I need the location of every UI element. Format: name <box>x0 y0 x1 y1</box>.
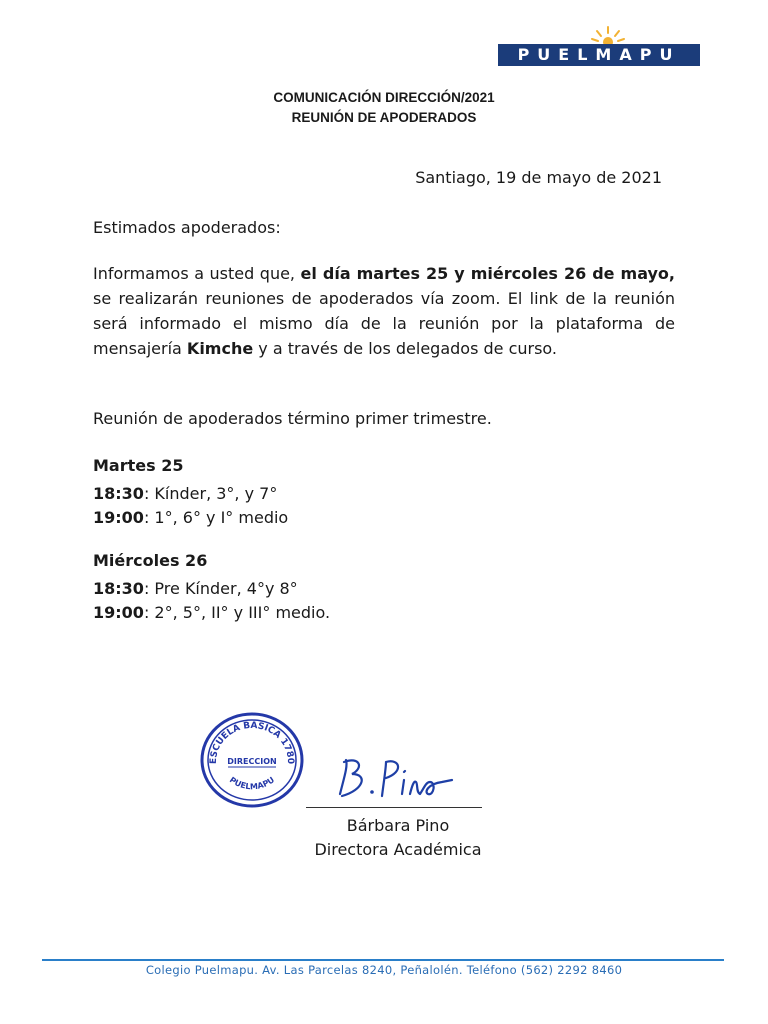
body-text-1: Informamos a usted que, <box>93 264 301 283</box>
svg-text:PUELMAPU: PUELMAPU <box>227 775 277 792</box>
body-bold-dates: el día martes 25 y miércoles 26 de mayo, <box>300 264 675 283</box>
document-title: COMUNICACIÓN DIRECCIÓN/2021 <box>273 90 495 105</box>
meeting-description: Reunión de apoderados término primer trimestre. <box>93 409 492 428</box>
schedule-courses: : Pre Kínder, 4°y 8° <box>143 579 298 598</box>
svg-text:DIRECCION: DIRECCION <box>227 757 277 766</box>
schedule-time: 19:00 <box>93 508 144 527</box>
handwritten-signature <box>330 752 460 808</box>
schedule-row <box>93 482 288 506</box>
footer-divider <box>42 959 724 961</box>
official-stamp <box>198 710 306 810</box>
body-paragraph <box>93 261 675 361</box>
body-text-3: y a través de los delegados de curso. <box>253 339 558 358</box>
greeting: Estimados apoderados: <box>93 218 281 237</box>
schedule-day-title: Martes 25 <box>93 456 184 475</box>
body-bold-platform: Kimche <box>186 339 254 358</box>
document-subtitle: REUNIÓN DE APODERADOS <box>291 110 477 125</box>
schedule-row <box>93 506 288 530</box>
schedule-row <box>93 601 330 625</box>
signature-line <box>306 807 482 808</box>
schedule-courses: : Kínder, 3°, y 7° <box>143 484 278 503</box>
school-logo <box>498 24 700 66</box>
logo-wordmark: PUELMAPU <box>498 44 700 66</box>
svg-text:ESCUELA BASICA 1780: ESCUELA BASICA 1780 <box>208 720 296 765</box>
schedule-day-title: Miércoles 26 <box>93 551 208 570</box>
schedule-time: 19:00 <box>93 603 144 622</box>
body-text-2: se realizarán reuniones de apoderados vía zoom. El link de la reunión será informado el mismo día de la reunión por la plataforma de mensajería <box>93 289 675 358</box>
schedule-courses: : 1°, 6° y I° medio <box>143 508 289 527</box>
document-date: Santiago, 19 de mayo de 2021 <box>415 168 662 187</box>
footer-address: Colegio Puelmapu. Av. Las Parcelas 8240, Peñalolén. Teléfono (562) 2292 8460 <box>145 963 623 977</box>
signer-title: Directora Académica <box>314 840 482 859</box>
schedule-day <box>93 454 288 530</box>
schedule-day <box>93 549 330 625</box>
schedule-courses: : 2°, 5°, II° y III° medio. <box>143 603 331 622</box>
schedule-row <box>93 577 330 601</box>
sun-icon <box>588 24 628 44</box>
schedule-time: 18:30 <box>93 484 144 503</box>
signer-name: Bárbara Pino <box>346 816 450 835</box>
schedule-time: 18:30 <box>93 579 144 598</box>
